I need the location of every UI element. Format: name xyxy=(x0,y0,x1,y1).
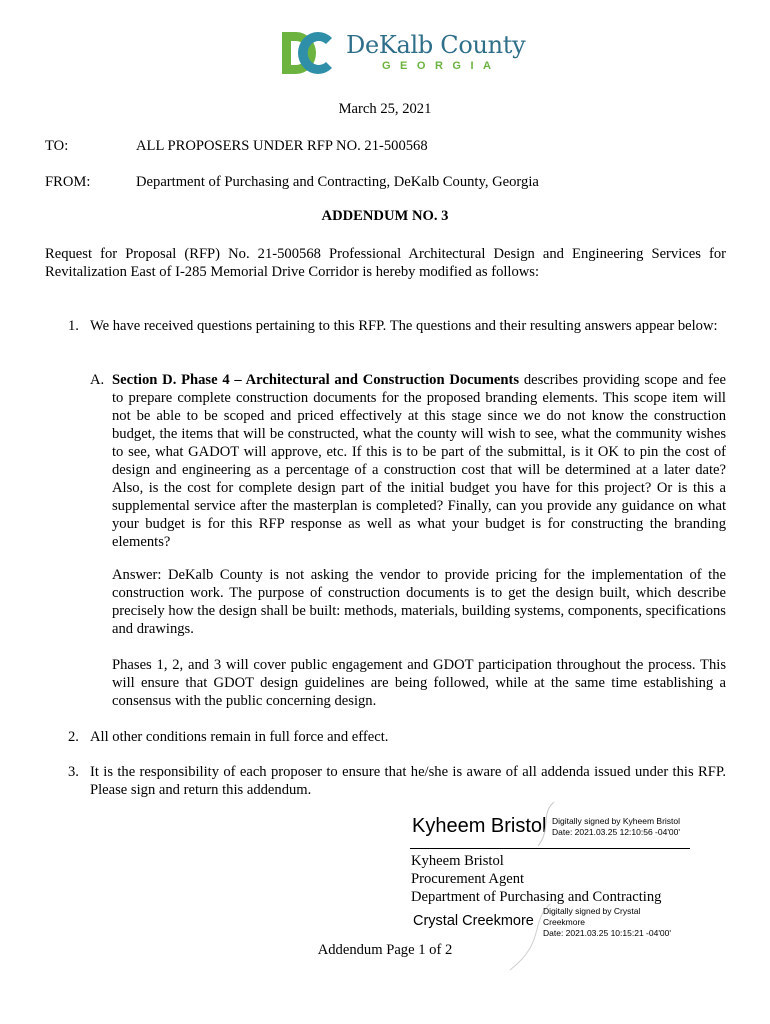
intro-paragraph: Request for Proposal (RFP) No. 21-500568 Professional Architectural Design and Engineering Services for Revitalization East of I-285 Memorial Drive Corridor is hereby modified as follows: xyxy=(45,246,726,280)
question-heading: Section D. Phase 4 – Architectural and Construction Documents xyxy=(112,372,520,388)
digital-sig-line: Creekmore xyxy=(543,917,586,927)
answer-paragraph: Answer: DeKalb County is not asking the vendor to provide pricing for the implementation of the construction work. The purpose of construction documents is to get the design built, which describe precisely how the design shall be built: methods, materials, building systems, components, specifications and drawings. xyxy=(112,567,726,637)
from-label: FROM: xyxy=(45,174,91,190)
dc-logo-icon xyxy=(280,30,340,76)
to-label: TO: xyxy=(45,138,69,154)
logo-state: GEORGIA xyxy=(382,60,501,72)
digital-sig-line: Digitally signed by Crystal xyxy=(543,906,641,916)
list-item-1 xyxy=(68,317,726,335)
addendum-title: ADDENDUM NO. 3 xyxy=(321,208,449,224)
item-text: We have received questions pertaining to this RFP. The questions and their resulting answers appear below: xyxy=(90,318,718,334)
from-value: Department of Purchasing and Contracting, DeKalb County, Georgia xyxy=(136,174,539,190)
signer-dept: Department of Purchasing and Contracting xyxy=(411,889,662,905)
question-text: describes providing scope and fee to prepare complete construction documents for the proposed branding elements. This scope item will not be able to be scoped and priced effectively at this stage since we do not know the construction budget, the items that will be constructed, what the county will wish to see, what the community wishes to see, what GADOT will approve, etc. If this is to be part of the submittal, is it OK to pin the cost of design and engineering as a percentage of a construction cost that will be determined at a later date? Also, is the cost for complete design part of the initial budget you have for this project? Or is this a supplemental service after the masterplan is completed? Finally, can you provide any guidance on what your budget is for this RFP response as well as what your budget is for constructing the branding elements? xyxy=(112,372,726,550)
signer-block xyxy=(411,852,661,906)
question-a xyxy=(90,371,726,551)
list-item-2 xyxy=(68,728,726,746)
digital-sig-line: Digitally signed by Kyheem Bristol xyxy=(552,816,681,826)
signature-kyheem: Kyheem Bristol xyxy=(412,815,547,837)
logo-name: DeKalb County xyxy=(346,31,526,59)
digital-signature-1 xyxy=(552,816,680,838)
question-letter: A. xyxy=(90,372,105,388)
page-footer: Addendum Page 1 of 2 xyxy=(317,942,453,958)
list-item-3 xyxy=(68,763,726,799)
signature-line xyxy=(410,848,690,849)
digital-signature-2 xyxy=(543,906,671,939)
signature-crystal: Crystal Creekmore xyxy=(413,913,534,929)
item-text: All other conditions remain in full force and effect. xyxy=(90,729,389,745)
digital-sig-date: Date: 2021.03.25 12:10:56 -04'00' xyxy=(552,827,681,837)
phases-paragraph: Phases 1, 2, and 3 will cover public engagement and GDOT participation throughout the process. This will ensure that GDOT design guidelines are being followed, while at the same time establishing a consensus with the public concerning design. xyxy=(112,657,726,709)
item-number: 2. xyxy=(68,729,79,745)
to-value: ALL PROPOSERS UNDER RFP NO. 21-500568 xyxy=(136,138,428,154)
digital-sig-date: Date: 2021.03.25 10:15:21 -04'00' xyxy=(543,928,672,938)
signer-title: Procurement Agent xyxy=(411,871,525,887)
item-number: 1. xyxy=(68,318,79,334)
item-number: 3. xyxy=(68,764,79,780)
signer-name: Kyheem Bristol xyxy=(411,853,504,869)
dekalb-logo xyxy=(280,30,530,76)
item-text: It is the responsibility of each proposer to ensure that he/she is aware of all addenda issued under this RFP. Please sign and return this addendum. xyxy=(90,764,726,798)
date: March 25, 2021 xyxy=(338,101,432,117)
